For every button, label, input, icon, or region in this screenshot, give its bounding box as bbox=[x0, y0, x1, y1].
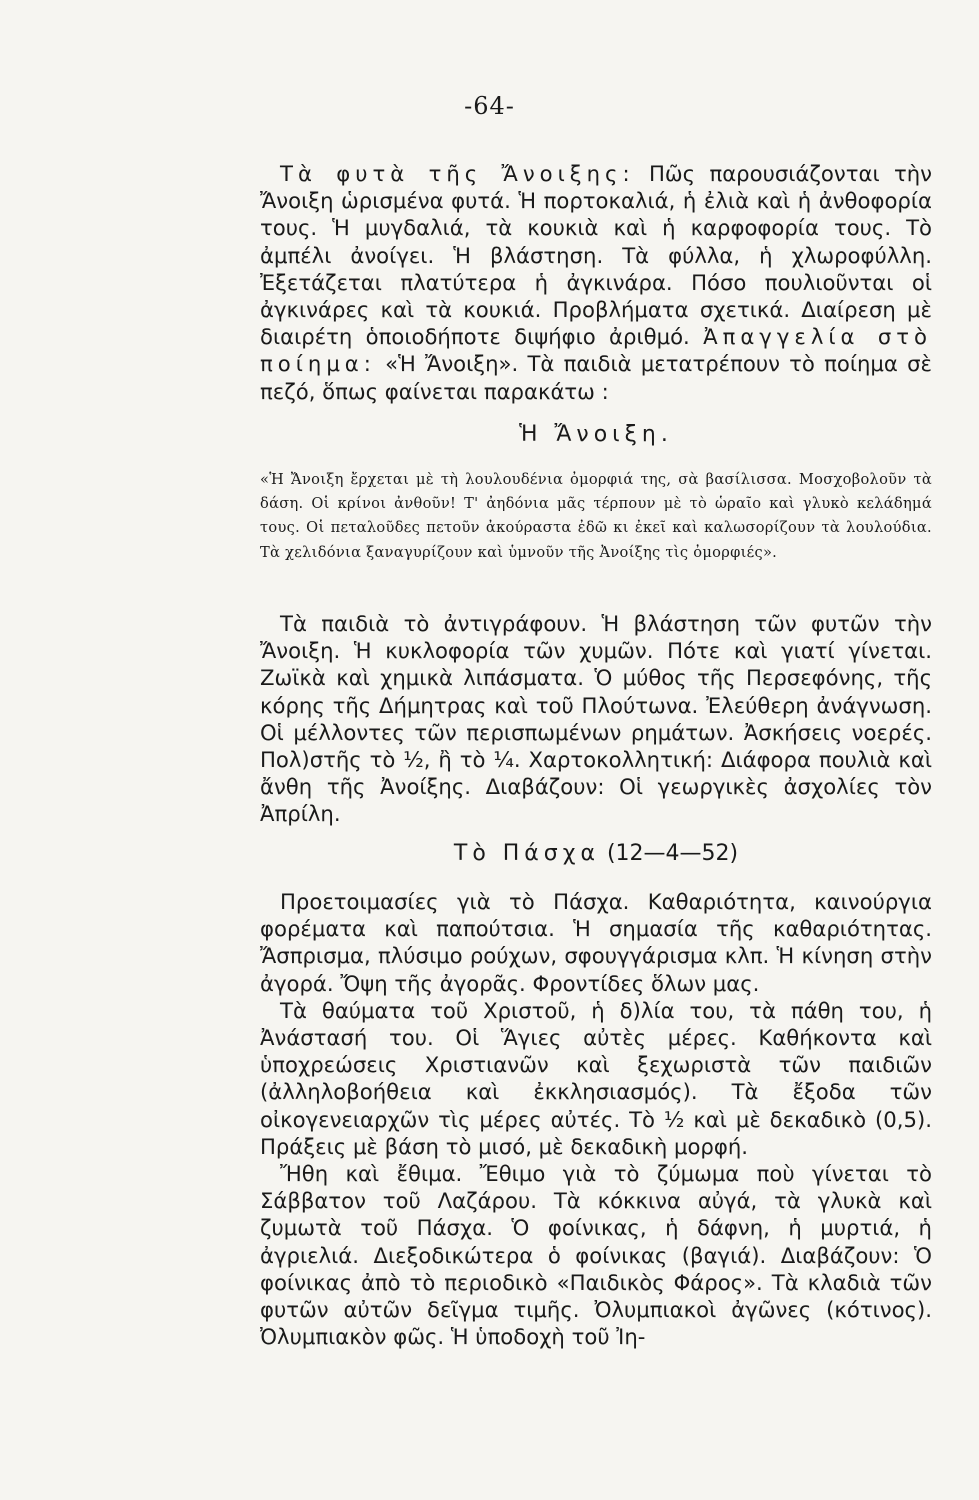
easter-paragraph-2: Τὰ θαύματα τοῦ Χριστοῦ, ἡ δ)λία του, τὰ πάθη του, ἡ Ἀνάστασή του. Οἱ Ἅγιες αὐτὲς μέρες. Καθήκοντα καὶ ὑποχρεώσεις Χριστιανῶν καὶ ξεχωριστὰ τῶν παιδιῶν (ἀλληλοβοήθεια καὶ ἐκκλησιασμός). Τὰ ἔξοδα τῶν οἰκογενειαρχῶν τὶς μέρες αὐτές. Τὸ ½ καὶ μὲ δεκαδικὸ (0,5). Πράξεις μὲ βάση τὸ μισό, μὲ δεκαδικὴ μορφή. bbox=[260, 997, 932, 1159]
page-number: -64- bbox=[464, 92, 515, 120]
recitation-text: «Ἡ Ἄνοιξη». Τὰ παιδιὰ μετατρέπουν τὸ ποίημα σὲ πεζό, ὅπως φαίνεται παρακάτω : bbox=[260, 351, 932, 404]
poem-title: Ἡ Ἄνοιξη. bbox=[519, 422, 673, 447]
after-poem-block bbox=[260, 610, 932, 828]
easter-paragraph-3: Ἤθη καὶ ἔθιμα. Ἔθιμο γιὰ τὸ ζύμωμα ποὺ γίνεται τὸ Σάββατον τοῦ Λαζάρου. Τὰ κόκκινα αὐγά, τὰ γλυκὰ καὶ ζυμωτὰ τοῦ Πάσχα. Ὁ φοίνικας, ἡ δάφνη, ἡ μυρτιά, ἡ ἀγριελιά. Διεξοδικώτερα ὁ φοίνικας (βαγιά). Διαβάζουν: Ὁ φοίνικας ἀπὸ τὸ περιοδικὸ «Παιδικὸς Φάρος». Τὰ κλαδιὰ τῶν φυτῶν αὐτῶν δεῖγμα τιμῆς. Ὀλυμπιακοὶ ἀγῶνες (κότινος). Ὀλυμπιακὸν φῶς. Ἡ ὑποδοχὴ τοῦ Ἰη- bbox=[260, 1161, 932, 1350]
spring-section-heading: Τὰ φυτὰ τῆς Ἄνοιξης: bbox=[280, 161, 635, 186]
easter-section-heading: Τὸ Πάσχα bbox=[453, 841, 600, 866]
easter-date: (12—4—52) bbox=[606, 841, 739, 866]
after-poem-paragraph: Τὰ παιδιὰ τὸ ἀντιγράφουν. Ἡ βλάστηση τῶν φυτῶν τὴν Ἄνοιξη. Ἡ κυκλοφορία τῶν χυμῶν. Πότε καὶ γιατί γίνεται. Ζωϊκὰ καὶ χημικὰ λιπάσματα. Ὁ μύθος τῆς Περσεφόνης, τῆς κόρης τῆς Δήμητρας καὶ τοῦ Πλούτωνα. Ἐλεύθερη ἀνάγνωση. Οἱ μέλλοντες τῶν περισπωμένων ρημάτων. Ἀσκήσεις νοερές. Πολ)στῆς τὸ ½, ἢ τὸ ¼. Χαρτοκολλητική: Διάφορα πουλιὰ καὶ ἄνθη τῆς Ἀνοίξης. Διαβάζουν: Οἱ γεωργικὲς ἀσχολίες τὸν Ἀπρίλη. bbox=[260, 611, 932, 827]
easter-section bbox=[260, 888, 932, 1350]
poem-prose-block bbox=[260, 468, 932, 565]
spring-plants-section bbox=[260, 160, 932, 405]
easter-heading-block bbox=[260, 840, 932, 868]
poem-title-block bbox=[260, 421, 932, 449]
spring-intro-paragraph bbox=[260, 160, 932, 405]
recitation-label: Ἀπαγγελία στὸ ποίημα: bbox=[260, 324, 932, 377]
easter-paragraph-1: Προετοιμασίες γιὰ τὸ Πάσχα. Καθαριότητα, καινούργια φορέματα καὶ παπούτσια. Ἡ σημασία τῆς καθαριότητας. Ἄσπρισμα, πλύσιμο ρούχων, σφουγγάρισμα κλπ. Ἡ κίνηση στὴν ἀγορά. Ὄψη τῆς ἀγορᾶς. Φροντίδες ὅλων μας. bbox=[260, 889, 932, 996]
poem-prose-text: «Ἡ Ἄνοιξη ἔρχεται μὲ τὴ λουλουδένια ὀμορφιά της, σὰ βασίλισσα. Μοσχοβολοῦν τὰ δάση. Οἱ κρίνοι ἀνθοῦν! Τ' ἀηδόνια μᾶς τέρπουν μὲ τὸ ὡραῖο καὶ γλυκὸ κελάδημά τους. Οἱ πεταλοῦδες πετοῦν ἀκούραστα ἐδῶ κι ἐκεῖ καὶ καλωσορίζουν τὰ λουλούδια. Τὰ χελιδόνια ξαναγυρίζουν καὶ ὑμνοῦν τῆς Ἀνοίξης τὶς ὀμορφιές». bbox=[260, 471, 932, 561]
spring-intro-text: Πῶς παρουσιάζονται τὴν Ἄνοιξη ὡρισμένα φυτά. Ἡ πορτοκαλιά, ἡ ἐλιὰ καὶ ἡ ἀνθοφορία τους. Ἡ μυγδαλιά, τὰ κουκιὰ καὶ ἡ καρφοφορία τους. Τὸ ἀμπέλι ἀνοίγει. Ἡ βλάστηση. Τὰ φύλλα, ἡ χλωροφύλλη. Ἐξετάζεται πλατύτερα ἡ ἀγκινάρα. Πόσο πουλιοῦνται οἱ ἀγκινάρες καὶ τὰ κουκιά. Προβλήματα σχετικά. Διαίρεση μὲ διαιρέτη ὁποιοδήποτε διψήφιο ἀριθμό. bbox=[260, 161, 932, 350]
easter-heading-line bbox=[260, 840, 932, 868]
